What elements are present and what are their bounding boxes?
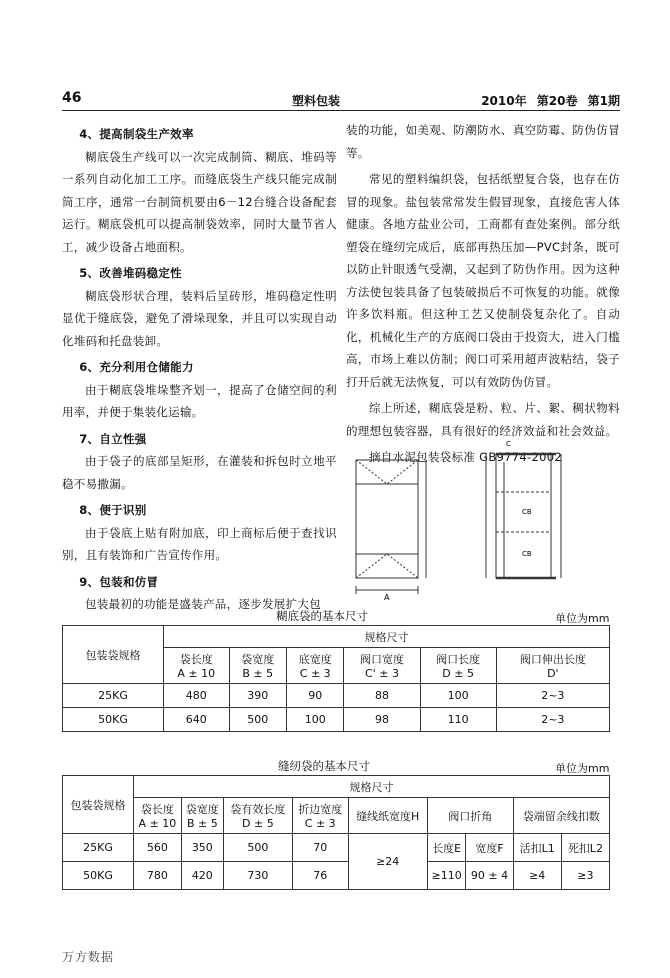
group-header: 规格尺寸 <box>164 626 610 648</box>
page-number: 46 <box>62 90 82 106</box>
diagram-label: C <box>506 440 511 448</box>
diagram-label: CB <box>522 508 532 516</box>
paragraph: 糊底袋形状合理，装料后呈砖形，堆码稳定性明显优于缝底袋，避免了滑垛现象，并且可以实现自动化堆码和托盘装卸。 <box>62 288 337 348</box>
group-header: 规格尺寸 <box>134 776 610 798</box>
section-heading: 7、自立性强 <box>79 431 147 446</box>
table2-unit: 单位为mm <box>555 762 610 775</box>
bag-dimension-figure <box>346 432 620 602</box>
bag-diagrams <box>346 432 620 602</box>
table-row: 25KG 560 350 500 70 ≥24 长度E 宽度F 活扣L1 死扣L2 <box>63 834 610 862</box>
footer-watermark: 万方数据 <box>62 950 115 964</box>
table-row: 50KG 780 420 730 76 ≥110 90 ± 4 ≥4 ≥3 <box>63 862 610 890</box>
paste-bag-table <box>62 625 610 732</box>
table-header-row: 袋长度 A ± 10 袋宽度 B ± 5 底宽度 C ± 3 阀口宽度 C' ± 3 阀口长度 D ± 5 阀口伸出长度 D' <box>63 648 610 684</box>
paragraph: 综上所述，糊底袋是粉、粒、片、絮、稠状物料的理想包装容器，具有很好的经济效益和社会效益。 <box>346 401 620 438</box>
right-column <box>346 119 620 469</box>
left-column <box>62 119 337 616</box>
sewn-bag-table <box>62 775 610 890</box>
section-heading: 5、改善堆码稳定性 <box>79 266 182 280</box>
table1-unit: 单位为mm <box>555 612 610 625</box>
page-header <box>62 90 620 111</box>
table1-caption: 糊底袋的基本尺寸 <box>276 609 368 623</box>
paragraph: 由于袋底上贴有附加底，印上商标后便于查找识别，且有装饰和广告宣传作用。 <box>62 525 337 562</box>
table-header-row: 袋长度 A ± 10 袋宽度 B ± 5 袋有效长度 D ± 5 折边宽度 C ± 3 缝线纸宽度H 阀口折角 袋端留余线扣数 <box>63 798 610 834</box>
diagram-label: A <box>384 593 390 602</box>
diagram-label: CB <box>522 550 532 558</box>
paragraph: 由于糊底袋堆垛整齐划一，提高了仓储空间的利用率，并便于集装化运输。 <box>62 382 337 419</box>
journal-name: 塑料包装 <box>292 94 341 108</box>
table-row: 25KG 480 390 90 88 100 2~3 <box>63 684 610 708</box>
paragraph: 由于袋子的底部呈矩形，在灌装和拆包时立地平稳不易撒漏。 <box>62 454 337 491</box>
paragraph: 常见的塑料编织袋，包括纸塑复合袋，也存在仿冒的现象。盐包装常常发生假冒现象，直接危害人体健康。各地方盐业公司，工商都有查处案例。部分纸塑袋在缝纫完成后，底部再热压加—PVC封条，既可以防止针眼透气受潮，又起到了防伪作用。因为这种方法使包装具备了包装破损后不可恢复的功能。就像许多饮料瓶。但这种工艺又使制袋复杂化了。自动化，机械化生产的方底阀口袋由于投资大，进入门槛高，市场上难以仿制；阀口可采用超声波粘结，袋子打开后就无法恢复，可以有效防伪仿冒。 <box>346 172 620 389</box>
section-heading: 4、提高制袋生产效率 <box>79 127 194 141</box>
paragraph: 装的功能，如美观、防潮防水、真空防霉、防伪仿冒等。 <box>346 123 620 160</box>
col-spec-header: 包装袋规格 <box>63 776 134 834</box>
paragraph: 糊底袋生产线可以一次完成制筒、糊底、堆码等一系列自动化加工工序。而缝底袋生产线只能完成制筒工序，通常一台制筒机要由6－12台缝合设备配套运行。糊底袋机可以提高制袋效率，同时大量节省人工，减少设备占地面积。 <box>62 149 337 254</box>
section-heading: 9、包装和仿冒 <box>79 574 159 589</box>
source-note: 摘自水泥包装袋标准 GB9774-2002 <box>369 450 562 464</box>
col-spec-header: 包装袋规格 <box>63 626 164 684</box>
table-row: 50KG 640 500 100 98 110 2~3 <box>63 708 610 732</box>
paragraph: 包装最初的功能是盛装产品，逐步发展扩大包 <box>85 597 321 611</box>
table2-caption: 缝纫袋的基本尺寸 <box>278 759 370 773</box>
issue-info: 2010年 第20卷 第1期 <box>481 94 620 108</box>
section-heading: 8、便于识别 <box>79 503 147 517</box>
section-heading: 6、充分利用仓储能力 <box>79 360 194 374</box>
